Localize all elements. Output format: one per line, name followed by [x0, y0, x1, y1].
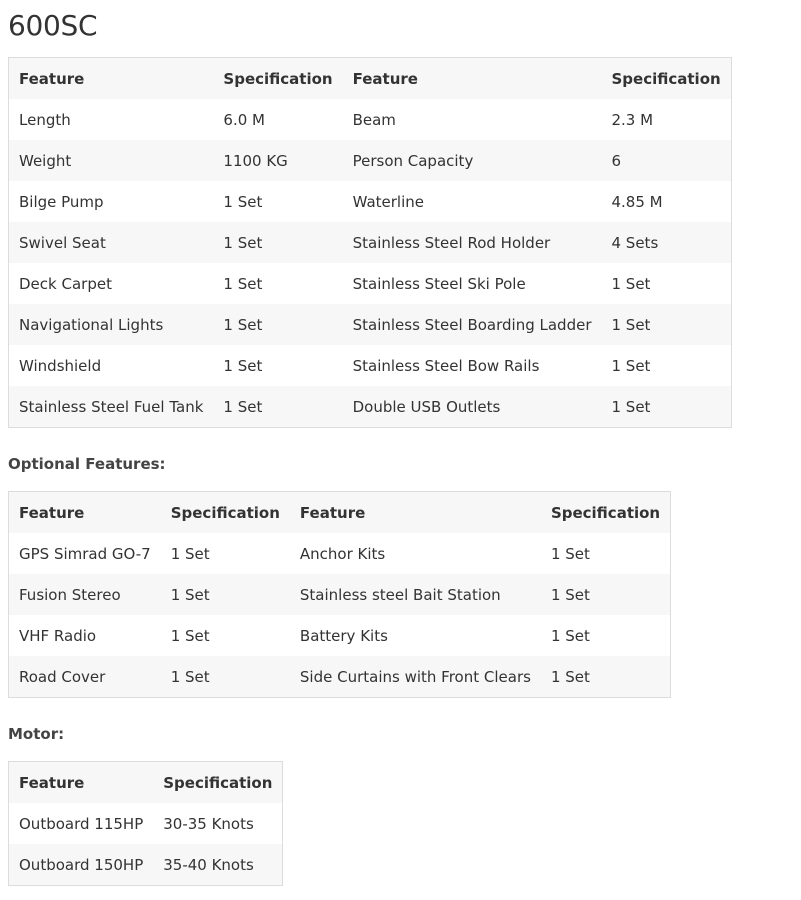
specification-cell: 1 Set [223, 274, 263, 293]
feature-cell: Double USB Outlets [352, 397, 501, 416]
column-header: Feature [352, 69, 418, 88]
table-row [9, 574, 671, 615]
specification-cell: 1 Set [223, 356, 263, 375]
column-header: Specification [550, 503, 661, 522]
specification-cell: 1100 KG [223, 151, 288, 170]
table-row [9, 844, 283, 886]
feature-cell: Waterline [352, 192, 425, 211]
optional-features-table [8, 491, 671, 698]
column-header: Specification [223, 69, 333, 88]
specification-cell: 1 Set [170, 585, 210, 604]
specification-cell: 4 Sets [611, 233, 659, 252]
column-header: Specification [163, 773, 273, 792]
feature-cell: Fusion Stereo [19, 585, 121, 604]
header-row [9, 58, 732, 100]
specification-cell: 1 Set [223, 315, 263, 334]
feature-cell: Beam [352, 110, 396, 129]
specification-cell: 1 Set [550, 585, 590, 604]
feature-cell: Length [19, 110, 71, 129]
feature-cell: Anchor Kits [299, 544, 386, 563]
table-row [9, 656, 671, 698]
feature-cell: Road Cover [19, 667, 106, 686]
table-row [9, 803, 283, 844]
column-header: Feature [19, 69, 85, 88]
specification-cell: 6.0 M [223, 110, 265, 129]
feature-cell: Stainless Steel Rod Holder [352, 233, 551, 252]
specification-cell: 35-40 Knots [163, 855, 254, 874]
feature-cell: Side Curtains with Front Clears [299, 667, 531, 686]
page-title: 600SC [8, 9, 98, 42]
specification-cell: 1 Set [170, 667, 210, 686]
table-row [9, 533, 671, 574]
feature-cell: Windshield [19, 356, 102, 375]
specification-cell: 4.85 M [611, 192, 663, 211]
table-row [9, 615, 671, 656]
table-row [9, 181, 732, 222]
table-row [9, 304, 732, 345]
table-row [9, 345, 732, 386]
column-header: Feature [299, 503, 366, 522]
feature-cell: Stainless Steel Bow Rails [352, 356, 540, 375]
table-row [9, 386, 732, 428]
feature-cell: Battery Kits [299, 626, 388, 645]
specification-cell: 1 Set [223, 192, 263, 211]
specification-cell: 30-35 Knots [163, 814, 254, 833]
specification-cell: 6 [611, 151, 622, 170]
specification-cell: 1 Set [550, 544, 590, 563]
feature-cell: Stainless Steel Fuel Tank [19, 397, 204, 416]
feature-cell: VHF Radio [19, 626, 97, 645]
motor-heading: Motor: [8, 725, 65, 743]
specification-cell: 1 Set [611, 356, 651, 375]
column-header: Specification [611, 69, 721, 88]
specification-cell: 1 Set [550, 626, 590, 645]
table-row [9, 140, 732, 181]
specification-cell: 1 Set [611, 274, 651, 293]
feature-cell: Weight [19, 151, 72, 170]
specification-cell: 1 Set [223, 397, 263, 416]
optional-features-heading: Optional Features: [8, 455, 166, 473]
feature-cell: Swivel Seat [19, 233, 106, 252]
specification-cell: 1 Set [223, 233, 263, 252]
table-row [9, 99, 732, 140]
feature-cell: Deck Carpet [19, 274, 112, 293]
column-header: Specification [170, 503, 280, 522]
main-spec-table [8, 57, 732, 428]
table-row [9, 222, 732, 263]
table-row [9, 263, 732, 304]
specification-cell: 1 Set [611, 315, 651, 334]
motor-table [8, 761, 283, 886]
header-row [9, 762, 283, 804]
header-row [9, 492, 671, 534]
specification-cell: 1 Set [611, 397, 651, 416]
specification-cell: 2.3 M [611, 110, 654, 129]
feature-cell: Person Capacity [352, 151, 474, 170]
column-header: Feature [19, 503, 85, 522]
feature-cell: Stainless Steel Ski Pole [352, 274, 526, 293]
feature-cell: Outboard 115HP [19, 814, 144, 833]
specification-cell: 1 Set [550, 667, 590, 686]
feature-cell: Stainless steel Bait Station [299, 585, 501, 604]
specification-cell: 1 Set [170, 626, 210, 645]
feature-cell: Bilge Pump [19, 192, 104, 211]
feature-cell: Stainless Steel Boarding Ladder [352, 315, 592, 334]
specification-cell: 1 Set [170, 544, 210, 563]
column-header: Feature [19, 773, 85, 792]
feature-cell: Navigational Lights [19, 315, 164, 334]
feature-cell: Outboard 150HP [19, 855, 144, 874]
feature-cell: GPS Simrad GO-7 [19, 544, 151, 563]
